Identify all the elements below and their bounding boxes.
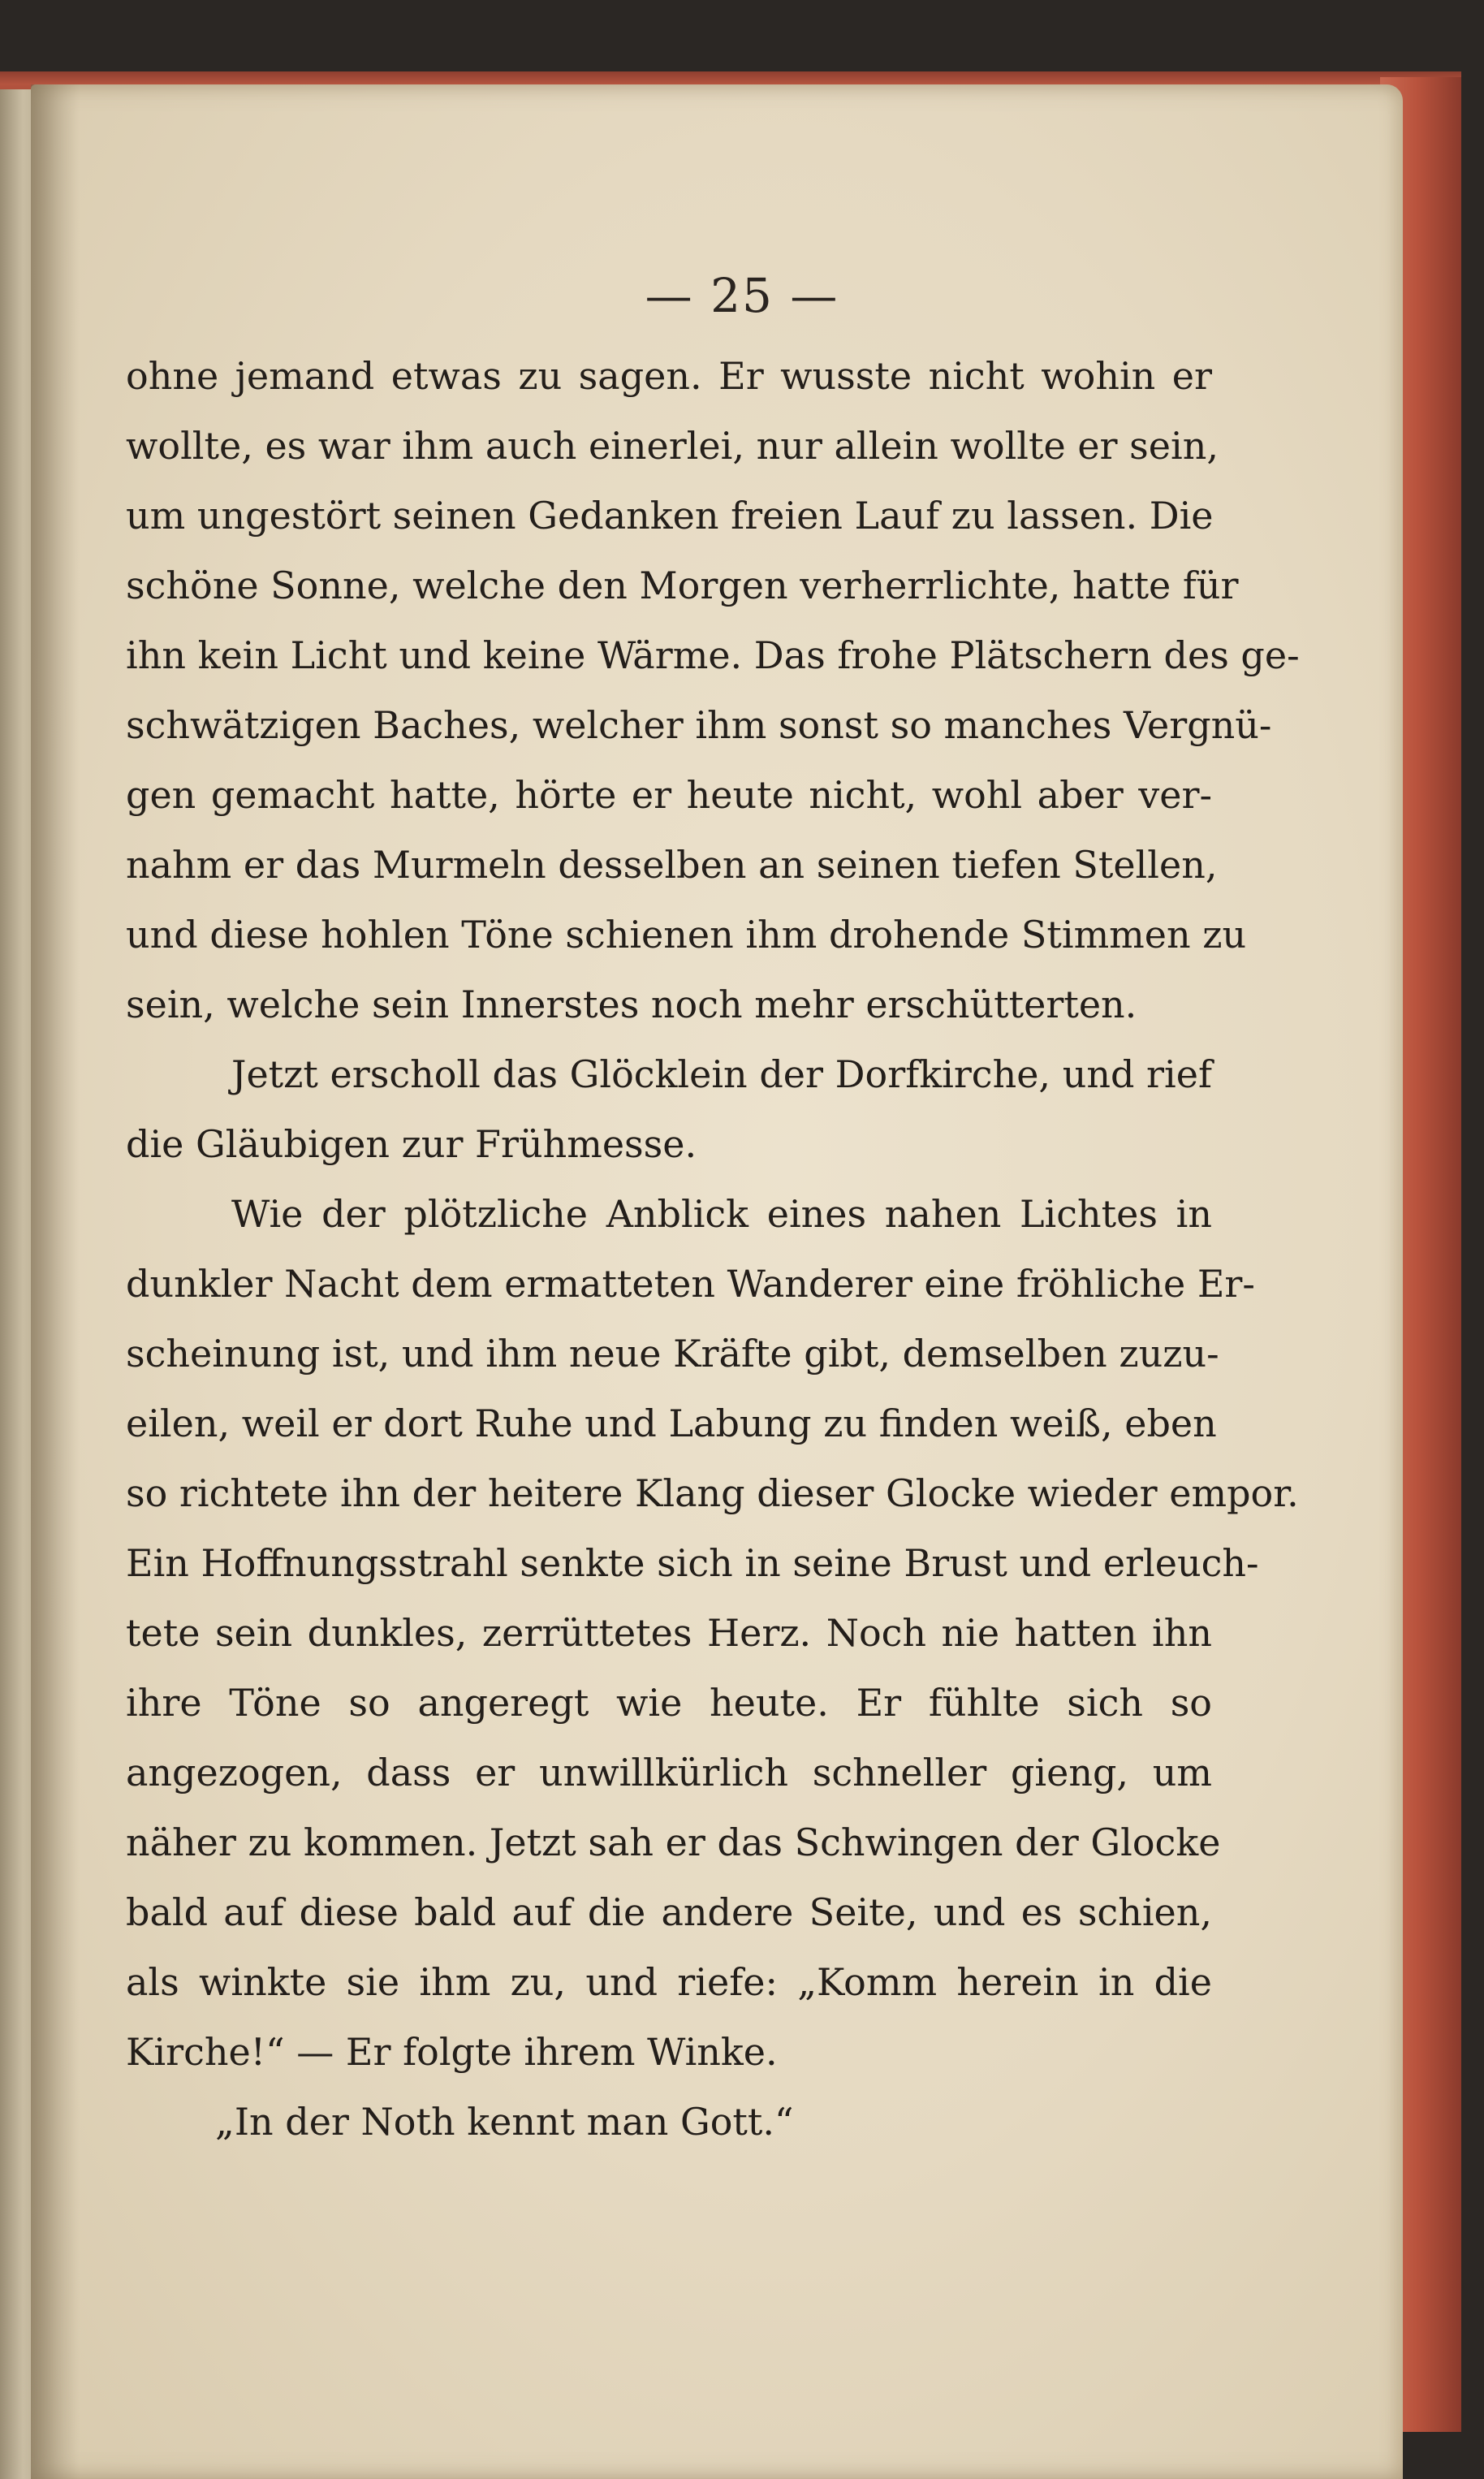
text-line: dunkler Nacht dem ermatteten Wanderer eine fröhliche Er- (126, 1262, 1255, 1306)
text-line: um ungestört seinen Gedanken freien Lauf zu lassen. Die (126, 494, 1214, 538)
page-number: — 25 — (645, 268, 839, 323)
text-line: so richtete ihn der heitere Klang dieser Glocke wieder empor. (126, 1471, 1299, 1515)
text-line: näher zu kommen. Jetzt sah er das Schwingen der Glocke (126, 1820, 1221, 1864)
text-line: die Gläubigen zur Frühmesse. (126, 1122, 697, 1166)
text-line: eilen, weil er dort Ruhe und Labung zu finden weiß, eben (126, 1401, 1217, 1445)
text-line: angezogen, dass er unwillkürlich schneller gieng, um (126, 1751, 1212, 1794)
text-line: schwätzigen Baches, welcher ihm sonst so manches Vergnü- (126, 703, 1272, 747)
text-line: ihn kein Licht und keine Wärme. Das frohe Plätschern des ge- (126, 633, 1300, 677)
text-line: Wie der plötzliche Anblick eines nahen Lichtes in (231, 1192, 1212, 1236)
text-line: schöne Sonne, welche den Morgen verherrlichte, hatte für (126, 564, 1239, 607)
text-line: ohne jemand etwas zu sagen. Er wusste nicht wohin er (126, 354, 1212, 398)
text-line: nahm er das Murmeln desselben an seinen tiefen Stellen, (126, 843, 1218, 887)
page-gutter-shadow (31, 84, 80, 2479)
text-line: „In der Noth kennt man Gott.“ (215, 2100, 794, 2144)
text-line: Kirche!“ — Er folgte ihrem Winke. (126, 2030, 778, 2074)
text-line: als winkte sie ihm zu, und riefe: „Komm herein in die (126, 1960, 1212, 2004)
text-line: gen gemacht hatte, hörte er heute nicht, wohl aber ver- (126, 773, 1212, 817)
text-line: sein, welche sein Innerstes noch mehr erschütterten. (126, 983, 1137, 1026)
text-line: und diese hohlen Töne schienen ihm drohende Stimmen zu (126, 913, 1247, 957)
text-line: wollte, es war ihm auch einerlei, nur allein wollte er sein, (126, 424, 1219, 468)
text-line: scheinung ist, und ihm neue Kräfte gibt, demselben zuzu- (126, 1332, 1219, 1376)
text-line: Jetzt erscholl das Glöcklein der Dorfkirche, und rief (231, 1052, 1212, 1096)
text-line: tete sein dunkles, zerrüttetes Herz. Noch nie hatten ihn (126, 1611, 1212, 1655)
text-line: bald auf diese bald auf die andere Seite, und es schien, (126, 1890, 1212, 1934)
text-line: Ein Hoffnungsstrahl senkte sich in seine Brust und erleuch- (126, 1541, 1259, 1585)
text-line: ihre Töne so angeregt wie heute. Er fühlte sich so (126, 1681, 1212, 1725)
page-text-block (126, 341, 1300, 2157)
